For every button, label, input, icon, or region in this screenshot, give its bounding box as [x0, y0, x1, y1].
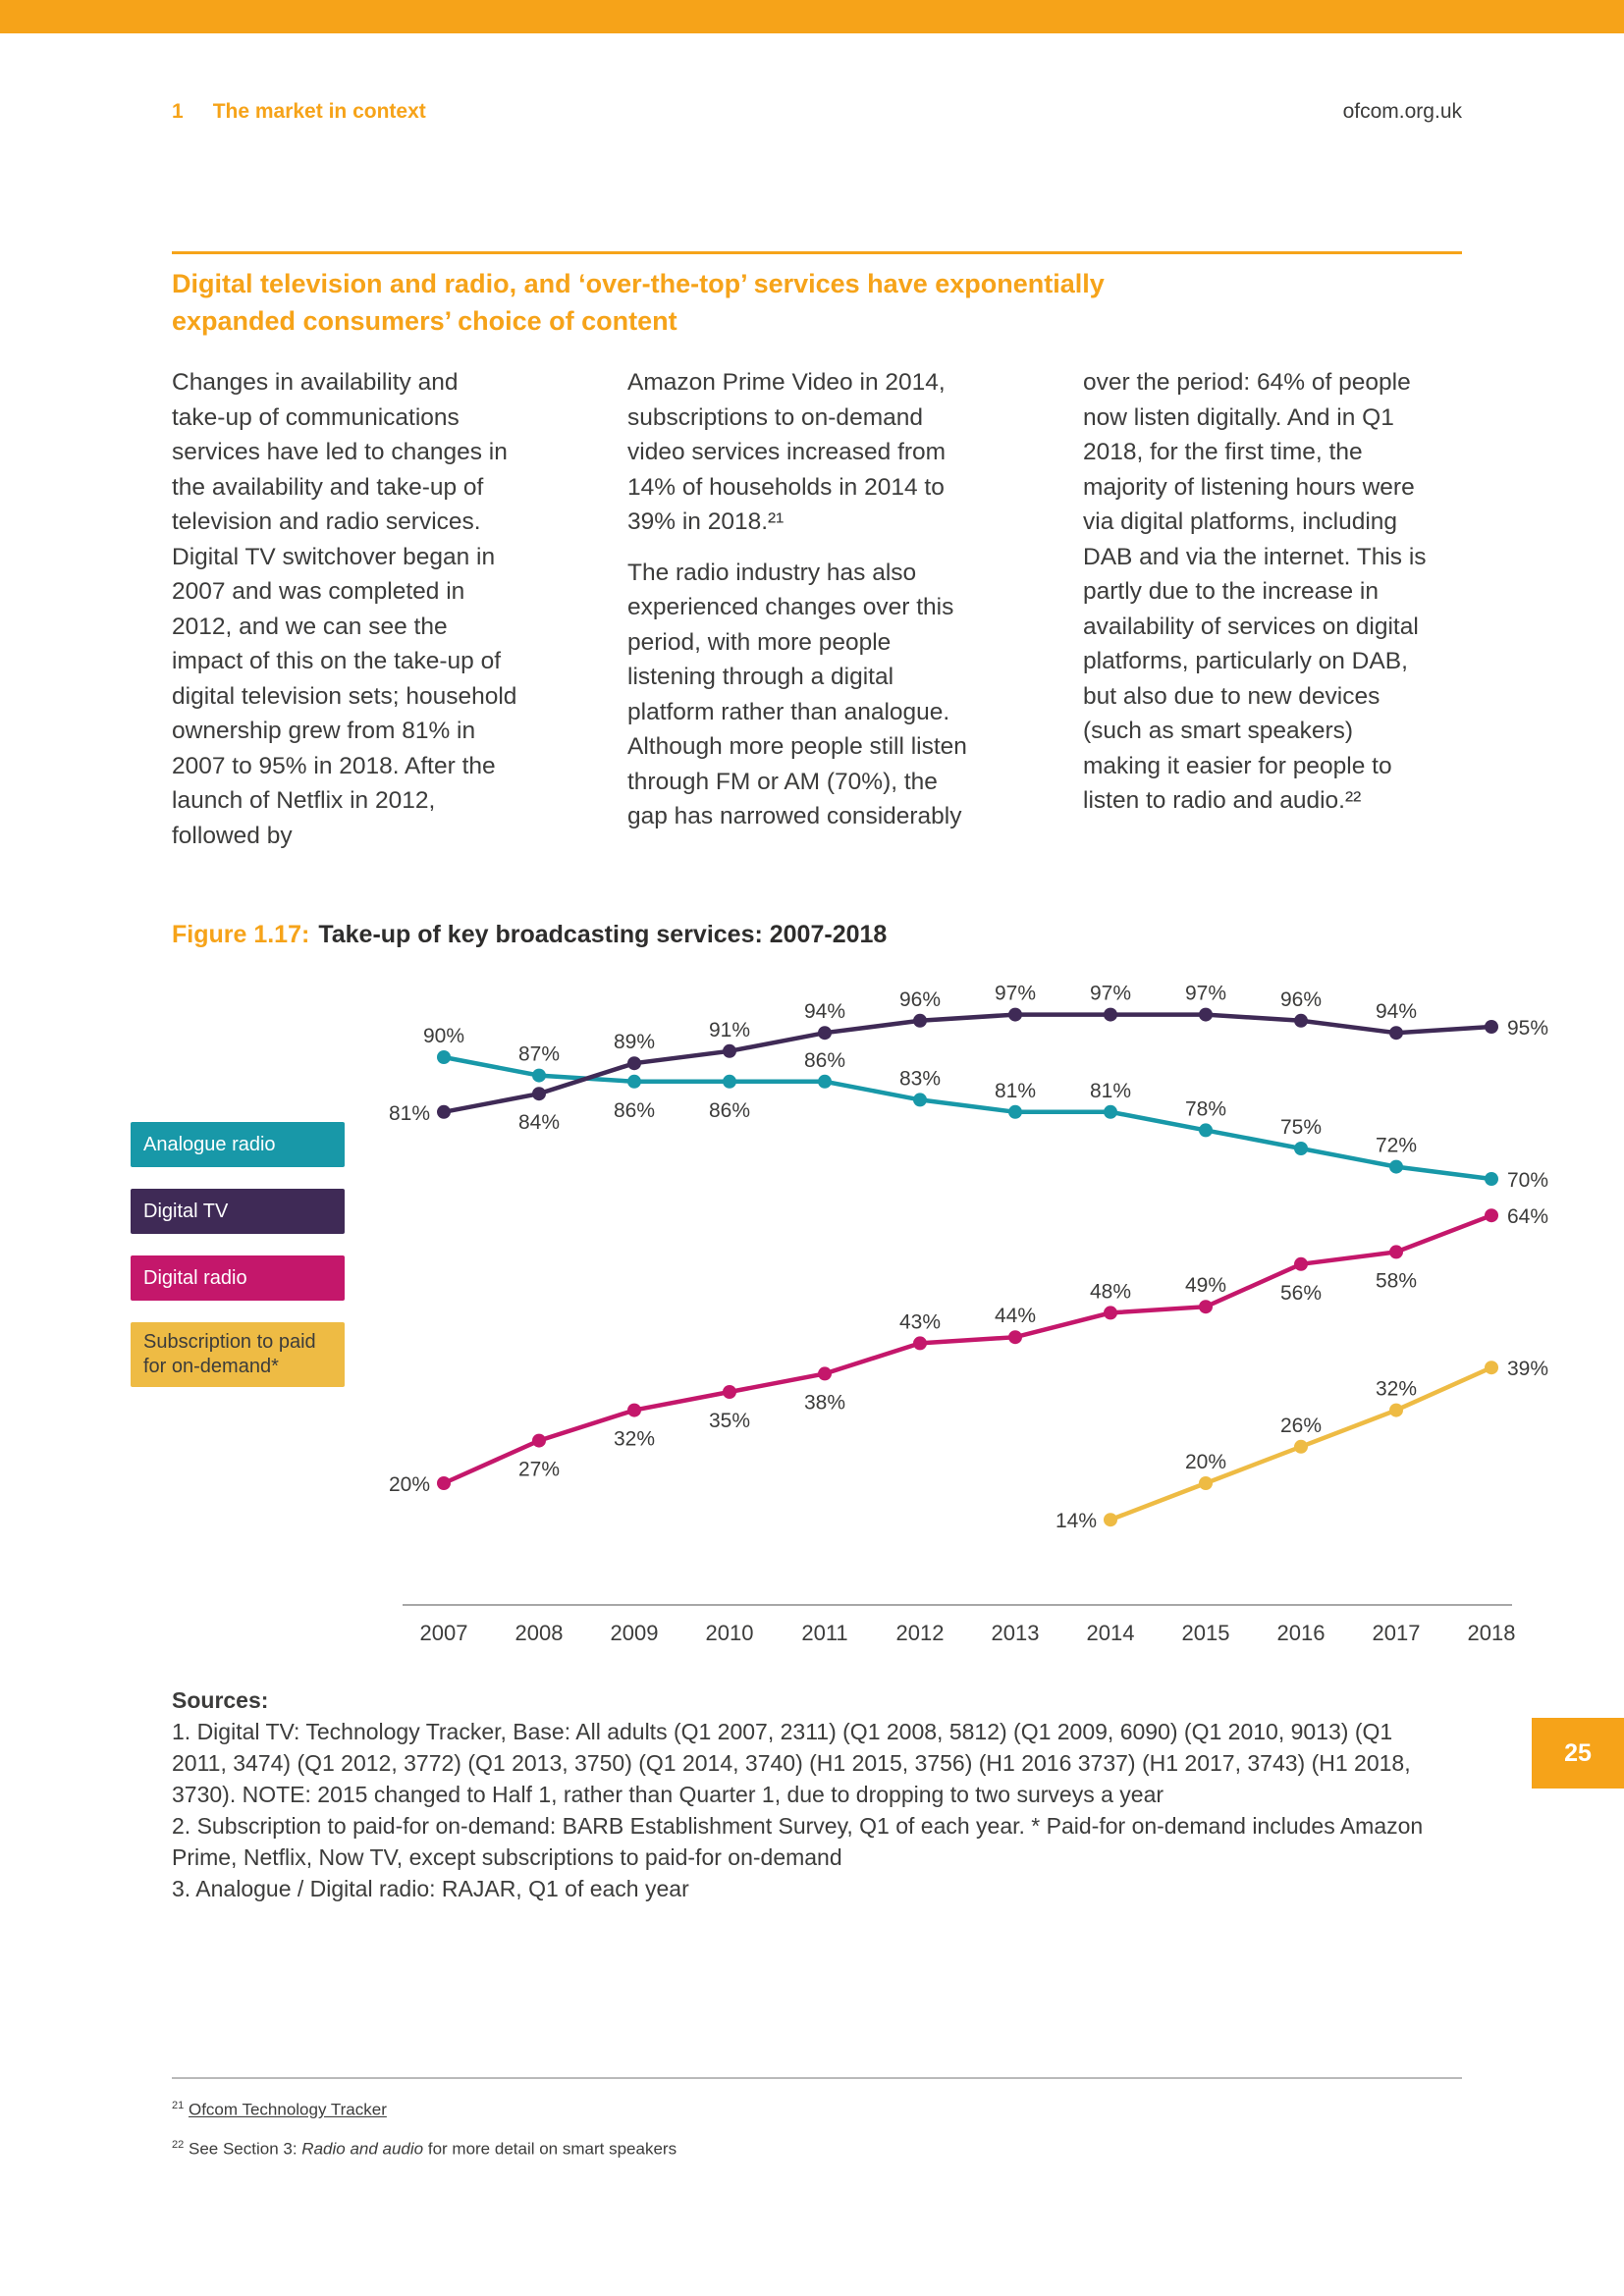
data-label-digital-radio: 20%: [388, 1473, 430, 1496]
x-tick-label: 2009: [610, 1621, 659, 1645]
page-number-tab: [1532, 1718, 1624, 1789]
footnote-marker: 21: [172, 2100, 185, 2111]
data-label-analogue-radio: 90%: [422, 1025, 465, 1047]
x-tick-label: 2015: [1181, 1621, 1230, 1645]
data-point-digital-radio: [913, 1336, 927, 1350]
series-line-digital-radio: [444, 1215, 1491, 1483]
data-label-digital-tv: 94%: [803, 1000, 846, 1024]
x-tick-label: 2007: [419, 1621, 468, 1645]
data-label-analogue-radio: 87%: [517, 1042, 561, 1066]
data-point-analogue-radio: [1485, 1172, 1498, 1186]
data-point-digital-tv: [913, 1014, 927, 1028]
x-tick-label: 2011: [801, 1621, 848, 1645]
data-point-digital-radio: [723, 1385, 736, 1399]
data-point-analogue-radio: [1104, 1105, 1117, 1119]
data-point-digital-tv: [1104, 1008, 1117, 1022]
data-point-analogue-radio: [1008, 1105, 1022, 1119]
data-label-digital-tv: 94%: [1375, 1000, 1418, 1024]
data-point-digital-radio: [437, 1476, 451, 1490]
data-point-analogue-radio: [627, 1075, 641, 1089]
data-label-digital-radio: 48%: [1089, 1280, 1132, 1304]
data-label-digital-tv: 84%: [517, 1111, 561, 1135]
data-point-analogue-radio: [1294, 1142, 1308, 1155]
footnotes: [172, 2077, 1462, 2172]
x-tick-label: 2008: [514, 1621, 564, 1645]
paragraph: Amazon Prime Video in 2014, subscriptions to on-demand video services increased from 14% of households in 2014 to 39% in 2018.²¹: [627, 369, 947, 535]
data-point-digital-tv: [1008, 1008, 1022, 1022]
data-point-subscription-to-paid-for-on-demand: [1199, 1476, 1213, 1490]
data-label-digital-tv: 96%: [898, 988, 942, 1011]
data-label-digital-radio: 44%: [994, 1305, 1037, 1328]
footnote-text: See Section 3:: [188, 2139, 302, 2159]
data-label-digital-tv: 97%: [994, 982, 1037, 1005]
data-label-subscription-to-paid-for-on-demand: 32%: [1375, 1377, 1418, 1401]
legend-item-digital-radio: Digital radio: [131, 1255, 345, 1301]
data-label-analogue-radio: 81%: [994, 1079, 1037, 1102]
data-label-digital-radio: 27%: [517, 1458, 561, 1481]
data-point-digital-radio: [627, 1404, 641, 1417]
footnote-marker: 22: [172, 2138, 185, 2151]
body-columns: [172, 365, 1462, 869]
data-point-digital-tv: [437, 1105, 451, 1119]
body-column-2: [627, 365, 973, 869]
data-point-digital-tv: [627, 1056, 641, 1070]
data-label-subscription-to-paid-for-on-demand: 14%: [1055, 1510, 1097, 1533]
x-tick-label: 2012: [895, 1621, 945, 1645]
data-point-digital-radio: [818, 1366, 832, 1380]
data-label-digital-tv: 95%: [1507, 1017, 1549, 1040]
data-point-digital-radio: [1294, 1257, 1308, 1271]
page-number: 25: [1564, 1738, 1592, 1767]
data-point-digital-radio: [1389, 1245, 1403, 1258]
footnote-21: [172, 2095, 1462, 2121]
page-header: [172, 100, 1462, 124]
data-label-digital-tv: 97%: [1089, 982, 1132, 1005]
data-point-digital-radio: [1485, 1208, 1498, 1222]
legend-item-digital-tv: Digital TV: [131, 1189, 345, 1234]
data-label-analogue-radio: 86%: [613, 1098, 656, 1122]
paragraph: over the period: 64% of people now listen digitally. And in Q1 2018, for the first time, the majority of listening hours were via digital platforms, including DAB and via the internet. This is partly due to the increase in availability of services on digital platforms, particularly on DAB, but also due to new devices (such as smart speakers) making it easier for people to listen to radio and audio.²²: [1083, 369, 1427, 814]
data-label-subscription-to-paid-for-on-demand: 39%: [1507, 1358, 1549, 1381]
x-tick-label: 2010: [705, 1621, 754, 1645]
data-point-digital-tv: [1199, 1008, 1213, 1022]
data-point-subscription-to-paid-for-on-demand: [1104, 1513, 1117, 1526]
data-point-analogue-radio: [1389, 1160, 1403, 1174]
data-label-digital-radio: 43%: [898, 1310, 942, 1334]
data-label-digital-tv: 91%: [708, 1018, 751, 1041]
sources-block: [172, 1684, 1444, 1904]
sources-heading: Sources:: [172, 1687, 269, 1713]
source-item-3: 3. Analogue / Digital radio: RAJAR, Q1 of each year: [172, 1876, 689, 1901]
data-label-analogue-radio: 78%: [1184, 1097, 1227, 1121]
data-label-analogue-radio: 70%: [1507, 1169, 1549, 1192]
series-line-digital-tv: [444, 1015, 1491, 1112]
source-item-2: 2. Subscription to paid-for on-demand: BARB Establishment Survey, Q1 of each year. * Paid-for on-demand includes Amazon Prime, Netflix, Now TV, except subscriptions to paid-for on-demand: [172, 1813, 1424, 1870]
chart-legend: [131, 1122, 345, 1387]
data-label-digital-tv: 96%: [1279, 988, 1323, 1011]
data-label-digital-radio: 58%: [1375, 1269, 1418, 1293]
figure-title: Take-up of key broadcasting services: 2007-2018: [318, 921, 888, 948]
x-tick-label: 2017: [1372, 1621, 1421, 1645]
data-point-digital-tv: [532, 1087, 546, 1100]
top-accent-bar: [0, 0, 1624, 33]
figure-caption: [172, 921, 887, 949]
data-point-digital-tv: [1294, 1014, 1308, 1028]
x-tick-label: 2016: [1276, 1621, 1326, 1645]
data-label-digital-radio: 64%: [1507, 1205, 1549, 1229]
footnote-22: [172, 2134, 1462, 2161]
data-label-analogue-radio: 83%: [898, 1067, 942, 1091]
data-point-digital-tv: [1389, 1026, 1403, 1040]
data-label-analogue-radio: 81%: [1089, 1079, 1132, 1102]
source-item-1: 1. Digital TV: Technology Tracker, Base: All adults (Q1 2007, 2311) (Q1 2008, 5812) (Q1 2009, 6090) (Q1 2010, 9013) (Q1 2011, 3474) (Q1 2012, 3772) (Q1 2013, 3750) (Q1 2014, 3740) (H1 2015, 3756) (H1 2016 3737) (H1 2017, 3743) (H1 2018, 3730). NOTE: 2015 changed to Half 1, rather than Quarter 1, due to dropping to two surveys a year: [172, 1719, 1411, 1807]
footnote-link-ofcom-technology-tracker[interactable]: Ofcom Technology Tracker: [188, 2100, 387, 2119]
data-point-analogue-radio: [913, 1093, 927, 1106]
data-point-analogue-radio: [532, 1069, 546, 1083]
title-rule: [172, 251, 1462, 254]
paragraph: The radio industry has also experienced changes over this period, with more people listening through a digital platform rather than analogue. Although more people still listen through FM or AM (70%), the gap has narrowed considerably: [627, 559, 967, 829]
data-point-digital-tv: [723, 1044, 736, 1058]
x-tick-label: 2014: [1086, 1621, 1135, 1645]
body-column-3: [1083, 365, 1429, 869]
data-point-digital-tv: [818, 1026, 832, 1040]
data-label-analogue-radio: 72%: [1375, 1134, 1418, 1157]
data-label-digital-radio: 49%: [1184, 1274, 1227, 1298]
data-point-analogue-radio: [723, 1075, 736, 1089]
data-point-digital-radio: [1104, 1306, 1117, 1319]
footnote-rule: [172, 2077, 1462, 2079]
footnote-text: for more detail on smart speakers: [423, 2139, 677, 2159]
data-label-analogue-radio: 86%: [708, 1098, 751, 1122]
data-label-digital-radio: 35%: [708, 1410, 751, 1432]
data-label-digital-tv: 81%: [388, 1101, 430, 1125]
section-number: 1: [172, 100, 184, 123]
data-label-subscription-to-paid-for-on-demand: 20%: [1184, 1451, 1227, 1473]
data-point-analogue-radio: [1199, 1123, 1213, 1137]
data-label-subscription-to-paid-for-on-demand: 26%: [1279, 1414, 1323, 1437]
data-label-digital-radio: 32%: [613, 1427, 656, 1451]
section-heading: [172, 100, 426, 124]
data-label-analogue-radio: 75%: [1279, 1116, 1323, 1139]
data-point-analogue-radio: [437, 1050, 451, 1064]
site-url: ofcom.org.uk: [1342, 100, 1462, 123]
footnote-text-italic: Radio and audio: [301, 2139, 424, 2159]
data-label-digital-tv: 97%: [1184, 982, 1227, 1005]
data-point-digital-radio: [1199, 1300, 1213, 1313]
body-column-1: [172, 365, 517, 869]
section-title: The market in context: [212, 100, 426, 123]
data-label-digital-radio: 56%: [1279, 1281, 1323, 1305]
data-point-subscription-to-paid-for-on-demand: [1485, 1361, 1498, 1374]
line-chart: [373, 967, 1600, 1674]
legend-item-subscription-to-paid-for-on-demand: Subscription to paid for on-demand*: [131, 1322, 345, 1387]
data-label-analogue-radio: 86%: [803, 1048, 846, 1072]
data-point-digital-radio: [1008, 1330, 1022, 1344]
data-point-analogue-radio: [818, 1075, 832, 1089]
x-tick-label: 2018: [1467, 1621, 1516, 1645]
legend-item-analogue-radio: Analogue radio: [131, 1122, 345, 1167]
data-point-digital-radio: [532, 1434, 546, 1448]
data-point-subscription-to-paid-for-on-demand: [1389, 1404, 1403, 1417]
data-point-digital-tv: [1485, 1020, 1498, 1034]
paragraph: Changes in availability and take-up of communications services have led to changes in the availability and take-up of television and radio services. Digital TV switchover began in 2007 and was completed in 2012, and we can see the impact of this on the take-up of digital television sets; household ownership grew from 81% in 2007 to 95% in 2018. After the launch of Netflix in 2012, followed by: [172, 369, 517, 849]
x-tick-label: 2013: [991, 1621, 1040, 1645]
data-label-digital-tv: 89%: [613, 1031, 656, 1054]
figure-label: Figure 1.17:: [172, 921, 310, 948]
data-label-digital-radio: 38%: [803, 1391, 846, 1415]
data-point-subscription-to-paid-for-on-demand: [1294, 1440, 1308, 1454]
page-title: Digital television and radio, and ‘over-the-top’ services have exponentially expanded consumers’ choice of content: [172, 269, 1105, 336]
